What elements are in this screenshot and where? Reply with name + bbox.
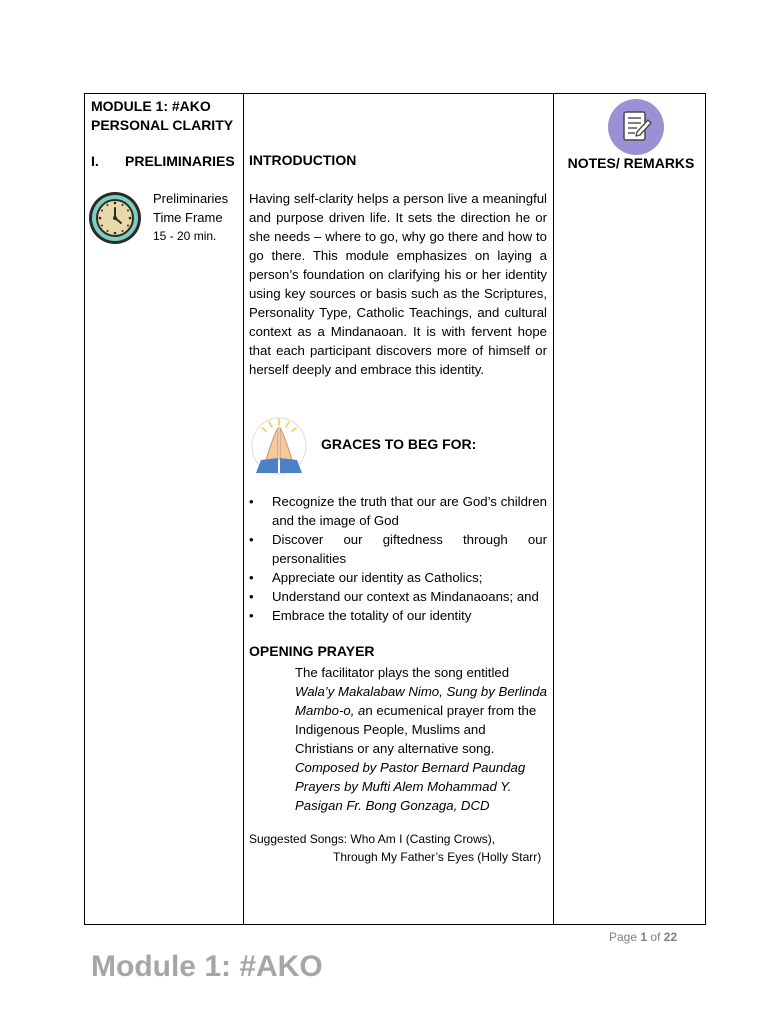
praying-hands-icon [249, 416, 309, 476]
page-total: 22 [663, 930, 678, 944]
suggested-songs: Suggested Songs: Who Am I (Casting Crows), [249, 832, 496, 846]
module-title: MODULE 1: #AKO PERSONAL CLARITY [91, 98, 234, 133]
time-frame [153, 189, 228, 246]
preliminaries-heading [91, 152, 241, 171]
page-current: 1 [640, 930, 648, 944]
time-label: Preliminaries [153, 191, 229, 206]
list-item: • Appreciate our identity as Catholics; [249, 568, 547, 587]
page-prefix: Page [609, 930, 638, 944]
time-value: 15 - 20 min. [153, 229, 217, 243]
clock-icon [87, 190, 143, 246]
footer-module-title: Module 1: #AKO [91, 950, 323, 983]
section-number: I. [91, 153, 99, 169]
page-number [609, 930, 677, 944]
module-table [84, 93, 706, 925]
list-item: • Understand our context as Mindanaoans; and [249, 587, 547, 606]
page-of: of [650, 930, 661, 944]
list-item: • Recognize the truth that our are God’s children and the image of God [249, 492, 547, 530]
list-item: • Discover our giftedness through our personalities [249, 530, 547, 568]
suggested-songs-continued: Through My Father’s Eyes (Holly Starr) [333, 850, 542, 864]
notes-heading: NOTES/ REMARKS [567, 155, 695, 171]
song-title: Wala’y Makalabaw Nimo, Sung by Berlinda Mambo-o, a [295, 684, 547, 718]
prayer-line: The facilitator plays the song entitled [295, 665, 510, 680]
graces-heading: GRACES TO BEG FOR: [321, 436, 477, 452]
opening-prayer-heading: OPENING PRAYER [249, 643, 375, 659]
introduction-text: Having self-clarity helps a person live a meaningful and purpose driven life. It sets the direction he or she needs – where to go, why go there and how to go there. This module emphasizes on laying a person’s foundation on clarifying his or her identity using key sources or basis such as the Scriptures, Personality Type, Catholic Teachings, and cultural context as a Mindanaoan. It is with fervent hope that each participant discovers more of himself or herself deeply and embrace this identity. [249, 191, 547, 377]
section-title: PRELIMINARIES [125, 153, 235, 169]
time-label: Time Frame [153, 210, 223, 225]
opening-prayer-text [295, 663, 547, 815]
graces-list [249, 492, 547, 625]
composer-credits: Composed by Pastor Bernard Paundag Prayers by Mufti Alem Mohammad Y. Pasigan Fr. Bong Gonzaga, DCD [295, 760, 526, 813]
column-divider [553, 94, 554, 924]
column-divider [243, 94, 244, 924]
list-item: • Embrace the totality of our identity [249, 606, 547, 625]
introduction-heading: INTRODUCTION [249, 152, 357, 168]
notes-icon [607, 98, 665, 156]
prayer-description: n ecumenical prayer from the Indigenous People, Muslims and Christians or any alternative song. [295, 703, 537, 756]
